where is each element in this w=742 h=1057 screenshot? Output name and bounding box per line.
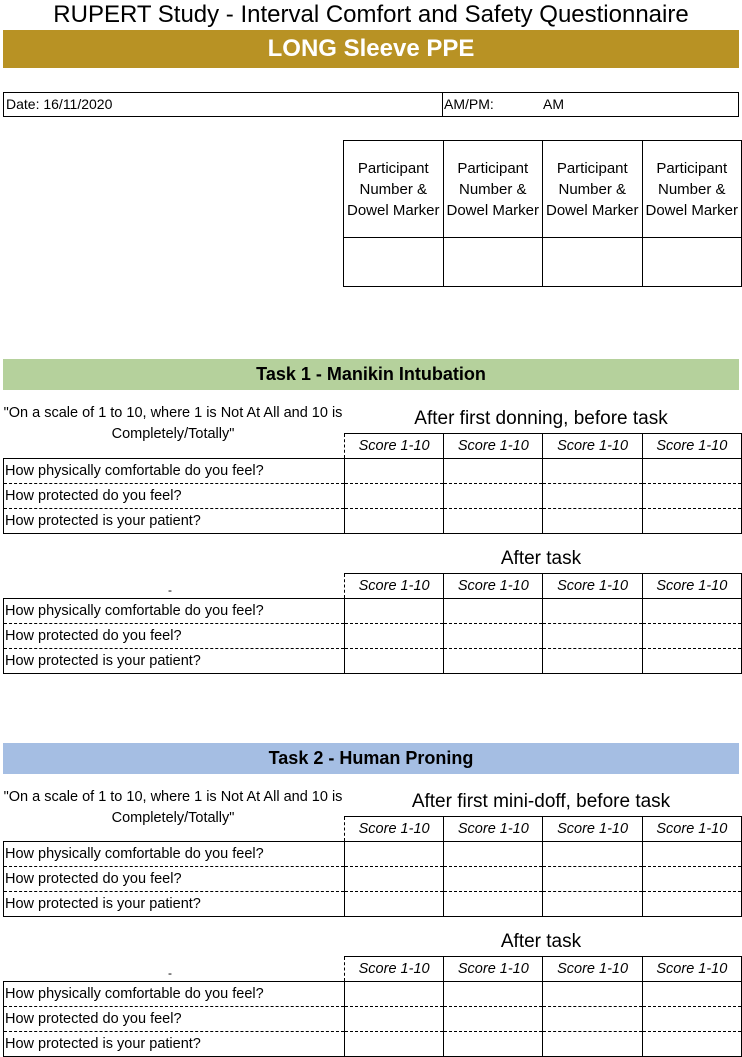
question-label: How protected do you feel? — [4, 1007, 345, 1032]
score-header: Score 1-10 — [444, 957, 543, 982]
question-label: How protected is your patient? — [4, 892, 345, 917]
page-title: RUPERT Study - Interval Comfort and Safety Questionnaire — [53, 1, 689, 28]
question-label: How protected is your patient? — [4, 509, 345, 534]
score-table-task2-before — [3, 816, 742, 917]
date-divider — [442, 93, 443, 116]
score-cell[interactable] — [444, 599, 543, 624]
score-cell[interactable] — [543, 649, 642, 674]
dash-mark: - — [168, 966, 172, 980]
score-header: Score 1-10 — [543, 434, 642, 459]
participant-entry-cell[interactable] — [642, 238, 742, 287]
question-label: How protected is your patient? — [4, 649, 345, 674]
score-header: Score 1-10 — [345, 434, 444, 459]
score-cell[interactable] — [345, 624, 444, 649]
score-header: Score 1-10 — [642, 574, 741, 599]
score-header: Score 1-10 — [543, 574, 642, 599]
score-cell[interactable] — [444, 459, 543, 484]
score-cell[interactable] — [444, 892, 543, 917]
task-1-header: Task 1 - Manikin Intubation — [3, 359, 739, 390]
score-cell[interactable] — [345, 599, 444, 624]
score-cell[interactable] — [444, 982, 543, 1007]
question-label: How protected do you feel? — [4, 867, 345, 892]
question-label: How physically comfortable do you feel? — [4, 459, 345, 484]
score-header: Score 1-10 — [345, 957, 444, 982]
ppe-banner: LONG Sleeve PPE — [3, 30, 739, 68]
score-table-task2-after — [3, 956, 742, 1057]
section-title-before-task: After first donning, before task — [414, 408, 668, 429]
question-label: How protected do you feel? — [4, 484, 345, 509]
score-cell[interactable] — [543, 599, 642, 624]
score-cell[interactable] — [345, 484, 444, 509]
score-cell[interactable] — [345, 459, 444, 484]
score-cell[interactable] — [444, 842, 543, 867]
score-cell[interactable] — [444, 1007, 543, 1032]
score-header: Score 1-10 — [444, 817, 543, 842]
score-cell[interactable] — [642, 599, 741, 624]
score-cell[interactable] — [543, 459, 642, 484]
score-header: Score 1-10 — [642, 434, 741, 459]
participant-header: Participant Number & Dowel Marker — [344, 141, 444, 238]
score-cell[interactable] — [444, 484, 543, 509]
participant-entry-cell[interactable] — [443, 238, 543, 287]
score-cell[interactable] — [543, 484, 642, 509]
score-cell[interactable] — [345, 649, 444, 674]
score-cell[interactable] — [642, 867, 741, 892]
score-cell[interactable] — [444, 624, 543, 649]
scale-note: "On a scale of 1 to 10, where 1 is Not At All and 10 is Completely/Totally" — [3, 405, 343, 442]
score-cell[interactable] — [543, 982, 642, 1007]
ampm-label: AM/PM: — [444, 96, 494, 112]
score-cell[interactable] — [642, 982, 741, 1007]
score-cell[interactable] — [543, 624, 642, 649]
score-table-task1-after — [3, 573, 742, 674]
score-cell[interactable] — [444, 509, 543, 534]
question-label: How protected is your patient? — [4, 1032, 345, 1057]
score-header: Score 1-10 — [642, 817, 741, 842]
score-cell[interactable] — [642, 892, 741, 917]
score-cell[interactable] — [642, 1032, 741, 1057]
score-cell[interactable] — [642, 1007, 741, 1032]
score-cell[interactable] — [444, 867, 543, 892]
score-cell[interactable] — [642, 624, 741, 649]
score-header: Score 1-10 — [345, 817, 444, 842]
section-title-before-task: After first mini-doff, before task — [411, 791, 671, 812]
participant-header: Participant Number & Dowel Marker — [543, 141, 643, 238]
score-cell[interactable] — [642, 842, 741, 867]
section-title-after-task: After task — [500, 931, 582, 952]
score-header: Score 1-10 — [345, 574, 444, 599]
participant-entry-cell[interactable] — [543, 238, 643, 287]
score-cell[interactable] — [345, 1032, 444, 1057]
question-label: How physically comfortable do you feel? — [4, 599, 345, 624]
score-cell[interactable] — [345, 867, 444, 892]
score-cell[interactable] — [345, 1007, 444, 1032]
score-header: Score 1-10 — [642, 957, 741, 982]
score-cell[interactable] — [543, 867, 642, 892]
score-cell[interactable] — [345, 892, 444, 917]
question-label: How physically comfortable do you feel? — [4, 982, 345, 1007]
ampm-field[interactable]: AM — [543, 96, 564, 112]
participant-entry-cell[interactable] — [344, 238, 444, 287]
score-cell[interactable] — [642, 459, 741, 484]
participant-table — [343, 140, 742, 287]
score-cell[interactable] — [543, 509, 642, 534]
date-row — [3, 92, 739, 117]
score-cell[interactable] — [642, 484, 741, 509]
score-cell[interactable] — [444, 1032, 543, 1057]
task-2-header: Task 2 - Human Proning — [3, 743, 739, 774]
scale-note: "On a scale of 1 to 10, where 1 is Not At All and 10 is Completely/Totally" — [3, 789, 343, 826]
score-header: Score 1-10 — [543, 817, 642, 842]
dash-mark: - — [168, 583, 172, 597]
score-cell[interactable] — [345, 509, 444, 534]
participant-header: Participant Number & Dowel Marker — [443, 141, 543, 238]
score-cell[interactable] — [543, 842, 642, 867]
score-header: Score 1-10 — [444, 574, 543, 599]
score-cell[interactable] — [642, 509, 741, 534]
score-cell[interactable] — [345, 842, 444, 867]
score-cell[interactable] — [543, 1032, 642, 1057]
question-label: How protected do you feel? — [4, 624, 345, 649]
score-cell[interactable] — [345, 982, 444, 1007]
score-header: Score 1-10 — [444, 434, 543, 459]
date-field[interactable]: Date: 16/11/2020 — [6, 96, 113, 112]
score-cell[interactable] — [543, 1007, 642, 1032]
score-cell[interactable] — [543, 892, 642, 917]
score-header: Score 1-10 — [543, 957, 642, 982]
question-label: How physically comfortable do you feel? — [4, 842, 345, 867]
score-table-task1-before — [3, 433, 742, 534]
section-title-after-task: After task — [500, 548, 582, 569]
score-cell[interactable] — [642, 649, 741, 674]
participant-header: Participant Number & Dowel Marker — [642, 141, 742, 238]
score-cell[interactable] — [444, 649, 543, 674]
